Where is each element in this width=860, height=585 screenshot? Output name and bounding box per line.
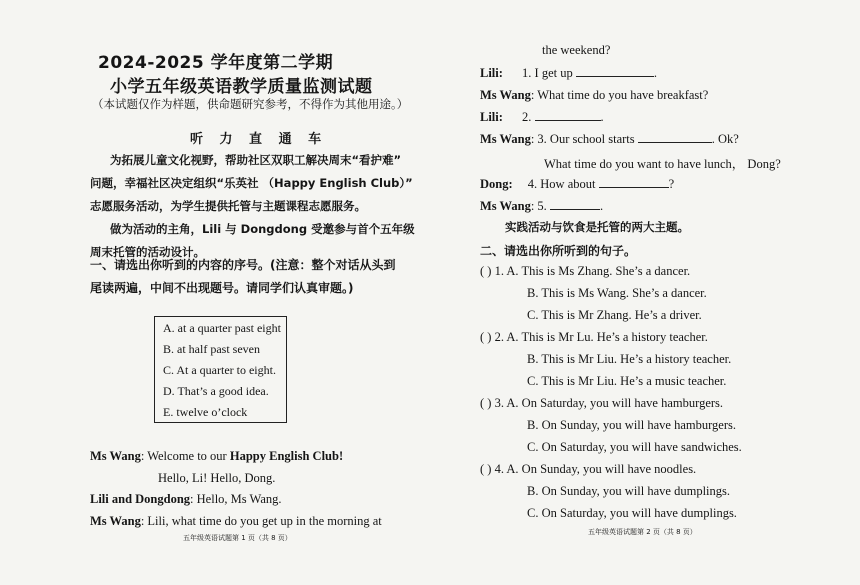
dialogue-text: : Welcome to our	[140, 449, 230, 463]
choice-b: B. This is Ms Wang. She’s a dancer.	[527, 286, 707, 300]
part2-heading: 二、请选出你所听到的句子。	[480, 244, 637, 258]
choice-b: B. On Sunday, you will have dumplings.	[527, 484, 731, 498]
exam-title-note: （本试题仅作为样题，供命题研究参考，不得作为其他用途。）	[92, 97, 409, 111]
exam-title-year: 2024-2025 学年度第二学期	[98, 53, 334, 73]
section-heading: 听 力 直 通 车	[190, 132, 328, 147]
dialogue-text: . Ok?	[711, 132, 739, 146]
speaker-lili: Lili:	[480, 66, 503, 80]
dialogue-text: : Hello, Ms Wang.	[190, 492, 282, 506]
option-e: E. twelve o’clock	[163, 405, 248, 419]
dialogue-text: ?	[668, 177, 675, 191]
choice-b: B. On Sunday, you will have hamburgers.	[527, 418, 737, 432]
question-number[interactable]: ( ) 2.	[480, 330, 504, 344]
answer-line-1: Lili: 1. I get up .	[480, 66, 657, 80]
dialogue-line-3	[90, 492, 282, 507]
intro-line-2: 问题，幸福社区决定组织“乐英社 （Happy English Club）”	[90, 176, 413, 190]
page-two	[430, 0, 860, 585]
choice-a: A. On Sunday, you will have noodles.	[506, 462, 697, 476]
question-number[interactable]: ( ) 1.	[480, 264, 504, 278]
question-1	[480, 264, 690, 279]
dialogue-text: : Lili, what time do you get up in the morning at	[140, 514, 382, 528]
dialogue-text: : What time do you have breakfast?	[530, 88, 709, 102]
question-text: 2.	[522, 110, 532, 124]
theme-note: 实践活动与饮食是托管的两大主题。	[505, 220, 689, 234]
answer-blank-1[interactable]	[576, 66, 654, 77]
answer-blank-4[interactable]	[599, 177, 669, 188]
intro-line-1: 为拓展儿童文化视野，帮助社区双职工解决周末“看护难”	[110, 153, 402, 167]
choice-a: A. This is Mr Lu. He’s a history teacher.	[506, 330, 708, 344]
part1-line-1: 一、请选出你听到的内容的序号。(注意：整个对话从头到	[90, 258, 396, 272]
choice-a: A. On Saturday, you will have hamburgers.	[506, 396, 724, 410]
speaker-ms-wang: Ms Wang	[480, 132, 531, 146]
dialogue-continuation: the weekend?	[542, 43, 611, 57]
dialogue-breakfast	[480, 88, 708, 103]
speaker-ms-wang: Ms Wang	[480, 199, 531, 213]
question-number[interactable]: ( ) 4.	[480, 462, 504, 476]
option-d: D. That’s a good idea.	[163, 384, 269, 398]
part1-line-2: 尾读两遍，中间不出现题号。请同学们认真审题。)	[90, 281, 354, 295]
question-text: 4. How about	[527, 177, 596, 191]
question-text: 1. I get up	[522, 66, 573, 80]
option-a: A. at a quarter past eight	[163, 321, 281, 335]
dialogue-line-1	[90, 449, 343, 464]
answer-blank-3[interactable]	[638, 132, 712, 143]
dialogue-line-2: Hello, Li! Hello, Dong.	[158, 471, 276, 485]
choice-c: C. This is Mr Zhang. He’s a driver.	[527, 308, 702, 322]
question-text: : 3. Our school starts	[530, 132, 635, 146]
options-box	[154, 316, 287, 423]
option-c: C. At a quarter to eight.	[163, 363, 276, 377]
answer-blank-2[interactable]	[535, 110, 601, 121]
answer-line-5: Ms Wang: 5. .	[480, 199, 604, 213]
intro-line-3: 志愿服务活动，为学生提供托管与主题课程志愿服务。	[90, 199, 366, 213]
speaker-lili-dongdong: Lili and Dongdong	[90, 492, 191, 506]
choice-c: C. This is Mr Liu. He’s a music teacher.	[527, 374, 727, 388]
answer-blank-5[interactable]	[550, 199, 600, 210]
speaker-ms-wang: Ms Wang	[90, 514, 141, 528]
club-name: Happy English Club!	[229, 449, 344, 463]
answer-line-3	[480, 132, 739, 147]
question-number[interactable]: ( ) 3.	[480, 396, 504, 410]
intro-line-5: 周末托管的活动设计。	[90, 245, 205, 259]
choice-b: B. This is Mr Liu. He’s a history teacher.	[527, 352, 732, 366]
speaker-ms-wang: Ms Wang	[90, 449, 141, 463]
answer-line-2: Lili: 2. .	[480, 110, 604, 124]
dialogue-lunch: What time do you want to have lunch， Dong?	[544, 157, 781, 171]
intro-line-4: 做为活动的主角，Lili 与 Dongdong 受邀参与首个五年级	[110, 222, 415, 236]
choice-c: C. On Saturday, you will have sandwiches.	[527, 440, 742, 454]
question-4	[480, 462, 696, 477]
speaker-ms-wang: Ms Wang	[480, 88, 531, 102]
choice-a: A. This is Ms Zhang. She’s a dancer.	[506, 264, 691, 278]
question-3	[480, 396, 723, 411]
speaker-dong: Dong:	[480, 177, 513, 191]
page-footer-1: 五年级英语试题第 1 页（共 8 页）	[183, 534, 292, 542]
question-text: : 5.	[530, 199, 547, 213]
answer-line-4	[480, 177, 674, 192]
option-b: B. at half past seven	[163, 342, 260, 356]
choice-c: C. On Saturday, you will have dumplings.	[527, 506, 737, 520]
dialogue-line-4	[90, 514, 382, 529]
speaker-lili: Lili:	[480, 110, 503, 124]
page-footer-2: 五年级英语试题第 2 页（共 8 页）	[588, 528, 697, 536]
question-2	[480, 330, 708, 345]
exam-title-main: 小学五年级英语教学质量监测试题	[110, 77, 373, 97]
